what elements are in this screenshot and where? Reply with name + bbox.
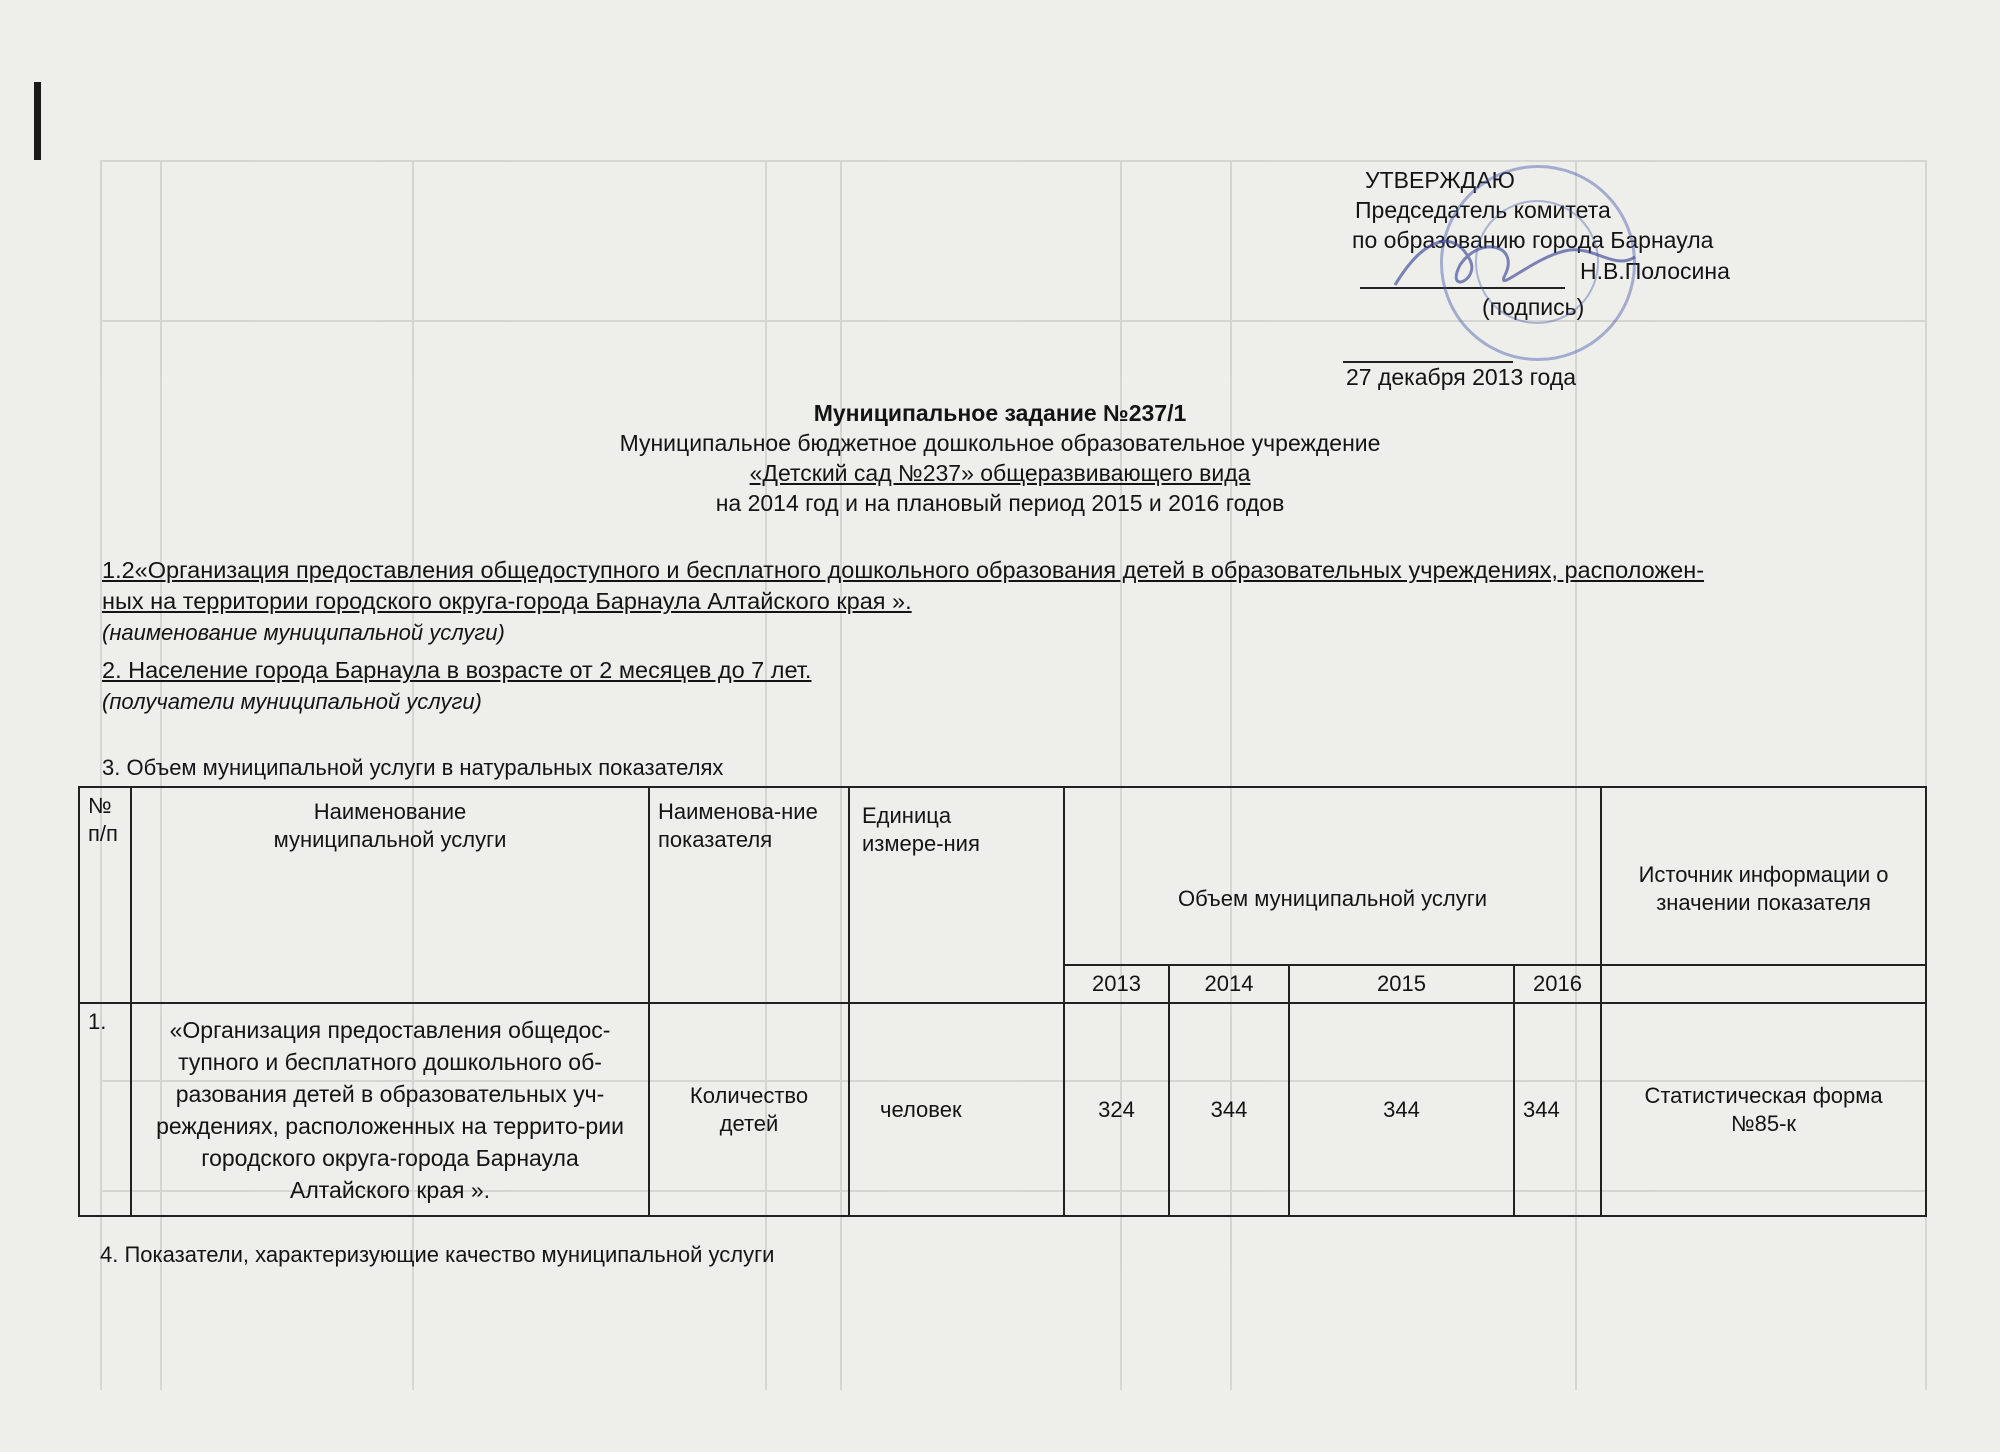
margin-bar <box>34 82 41 160</box>
approval-position-1: Председатель комитета <box>1355 197 1611 223</box>
source-subcell <box>1601 965 1926 1003</box>
org-line-1: Муниципальное бюджетное дошкольное образовательное учреждение <box>619 430 1381 456</box>
approval-position-2: по образованию города Барнаула <box>1352 227 1714 253</box>
approval-name: Н.В.Полосина <box>1580 258 1730 284</box>
row-indicator: Количество детей <box>649 1003 849 1216</box>
year-2015: 2015 <box>1289 965 1514 1003</box>
service-name-caption: (наименование муниципальной услуги) <box>102 620 505 645</box>
signature-caption: (подпись) <box>1482 294 1585 320</box>
volume-heading: 3. Объем муниципальной услуги в натуральных показателях <box>102 755 724 780</box>
plan-period: на 2014 год и на плановый период 2015 и 2016 годов <box>715 490 1285 516</box>
recipients: 2. Население города Барнаула в возрасте от 2 месяцев до 7 лет. <box>102 657 812 683</box>
row-unit: человек <box>849 1003 1064 1216</box>
org-line-2: «Детский сад №237» общеразвивающего вида <box>749 460 1251 486</box>
row-value-2016: 344 <box>1514 1003 1601 1216</box>
approval-date: 27 декабря 2013 года <box>1346 364 1577 390</box>
row-num: 1. <box>79 1003 131 1216</box>
year-2016: 2016 <box>1514 965 1601 1003</box>
header-unit: Единица измере-ния <box>849 787 1064 1003</box>
row-service-name: «Организация предоставления общедос-тупного и бесплатного дошкольного об- разования детей в образовательных уч-реждениях, расположенных на террито-рии городского округа-города Барнаула Алтайского края ». <box>131 1003 649 1216</box>
header-service-name: Наименование муниципальной услуги <box>131 787 649 1003</box>
recipients-caption: (получатели муниципальной услуги) <box>102 689 482 714</box>
row-value-2014: 344 <box>1169 1003 1289 1216</box>
year-2014: 2014 <box>1169 965 1289 1003</box>
header-volume: Объем муниципальной услуги <box>1064 787 1601 965</box>
header-num: № п/п <box>79 787 131 1003</box>
header-indicator: Наименова-ние показателя <box>649 787 849 1003</box>
header-source: Источник информации о значении показателя <box>1601 787 1926 965</box>
row-source: Статистическая форма №85-к <box>1601 1003 1926 1216</box>
row-value-2013: 324 <box>1064 1003 1169 1216</box>
handwritten-signature <box>1385 215 1645 310</box>
volume-table <box>78 786 1927 1217</box>
document-title: Муниципальное задание №237/1 <box>813 400 1187 426</box>
approval-heading: УТВЕРЖДАЮ <box>1365 167 1515 193</box>
year-2013: 2013 <box>1064 965 1169 1003</box>
document-title-block <box>0 398 2000 518</box>
service-name-line-2: ных на территории городского округа-города Барнаула Алтайского края ». <box>102 588 912 614</box>
row-value-2015: 344 <box>1289 1003 1514 1216</box>
service-name-line-1: 1.2«Организация предоставления общедоступного и бесплатного дошкольного образования детей в образовательных учреждениях, расположен- <box>102 557 1705 583</box>
quality-heading: 4. Показатели, характеризующие качество муниципальной услуги <box>100 1242 775 1267</box>
